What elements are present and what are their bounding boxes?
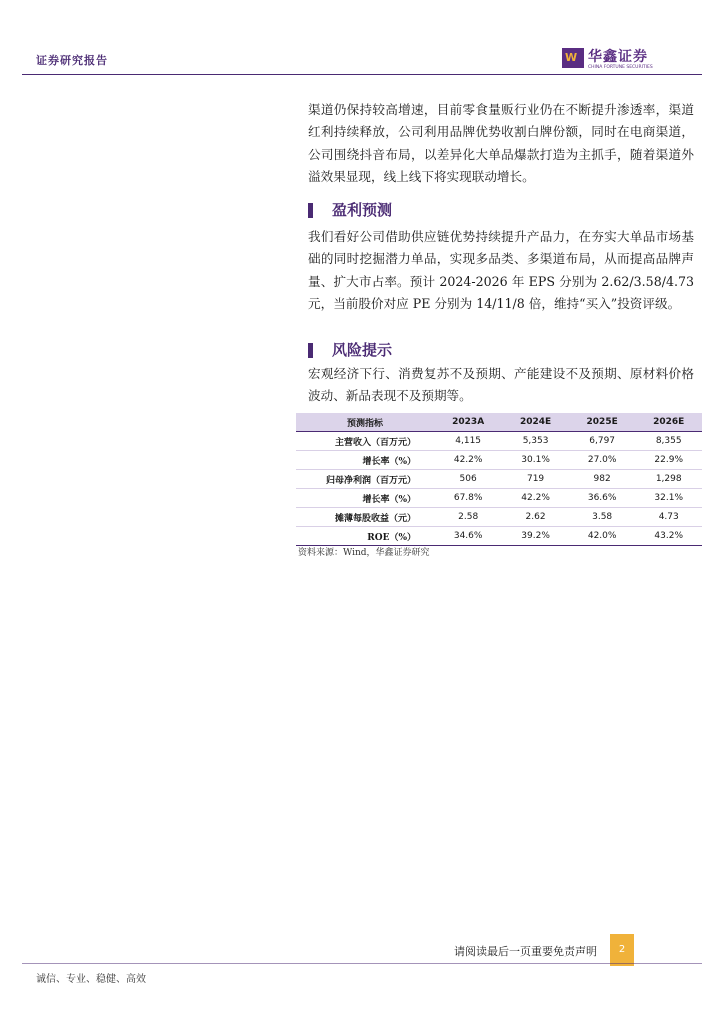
table-source-note: 资料来源：Wind，华鑫证券研究 bbox=[298, 548, 430, 558]
column-header: 2026E bbox=[635, 413, 702, 432]
row-label: 增长率（%） bbox=[362, 456, 416, 467]
profit-forecast-paragraph: 我们看好公司借助供应链优势持续提升产品力，在夯实大单品市场基础的同时挖掘潜力单品，实现多品类、多渠道布局，从而提高品牌声量、扩大市占率。预计 2024-2026 年 EPS 分别为 2.62/3.58/4.73 元，当前股价对应 PE 分别为 14/11/8 倍，维持“买入”投资评级。 bbox=[308, 229, 694, 312]
column-header: 2025E bbox=[569, 413, 636, 432]
table-cell: 2.62 bbox=[525, 512, 546, 522]
row-label: 摊薄每股收益（元） bbox=[334, 513, 416, 524]
table-row bbox=[296, 470, 702, 489]
table-cell: 6,797 bbox=[589, 436, 616, 446]
footer-divider bbox=[22, 963, 702, 964]
table-cell: 30.1% bbox=[521, 455, 550, 465]
column-header: 2023A bbox=[434, 413, 502, 432]
section-marker bbox=[308, 343, 313, 358]
table-cell: 982 bbox=[593, 474, 611, 484]
risk-warning-paragraph: 宏观经济下行、消费复苏不及预期、产能建设不及预期、原材料价格波动、新品表现不及预期等。 bbox=[308, 366, 694, 404]
table-row bbox=[296, 489, 702, 508]
row-label: ROE（%） bbox=[367, 532, 416, 543]
logo-chinese-name: 华鑫证券 bbox=[588, 49, 648, 65]
table-cell: 34.6% bbox=[453, 531, 483, 541]
disclaimer-link[interactable]: 请阅读最后一页重要免责声明 bbox=[454, 945, 597, 958]
table-cell: 42.2% bbox=[521, 493, 550, 503]
column-header: 预测指标 bbox=[296, 413, 434, 432]
table-cell: 27.0% bbox=[587, 455, 617, 465]
table-cell: 719 bbox=[526, 474, 545, 484]
table-cell: 43.2% bbox=[654, 531, 683, 541]
table-cell: 32.1% bbox=[654, 493, 683, 503]
table-header-row bbox=[296, 413, 702, 432]
section-title-risk-warning: 风险提示 bbox=[332, 341, 393, 359]
section-marker bbox=[308, 203, 313, 218]
logo-mark-icon: W bbox=[562, 48, 584, 68]
row-label: 主营收入（百万元） bbox=[334, 437, 416, 448]
logo-english-name: CHINA FORTUNE SECURITIES bbox=[588, 65, 653, 70]
page-number: 2 bbox=[618, 944, 626, 955]
table-cell: 5,353 bbox=[522, 436, 549, 446]
table-cell: 42.0% bbox=[587, 531, 617, 541]
table-cell: 4.73 bbox=[658, 512, 679, 522]
table-cell: 67.8% bbox=[453, 493, 483, 503]
company-logo bbox=[562, 46, 662, 72]
section-title-profit-forecast: 盈利预测 bbox=[332, 201, 393, 219]
table-cell: 22.9% bbox=[654, 455, 683, 465]
table-row bbox=[296, 451, 702, 470]
intro-paragraph: 渠道仍保持较高增速，目前零食量贩行业仍在不断提升渗透率，渠道红利持续释放，公司利用品牌优势收割白牌份额，同时在电商渠道，公司围绕抖音布局，以差异化大单品爆款打造为主抓手，随着渠道外溢效果显现，线上线下将实现联动增长。 bbox=[308, 102, 694, 185]
table-cell: 42.2% bbox=[453, 455, 483, 465]
table-cell: 1,298 bbox=[655, 474, 682, 484]
table-cell: 39.2% bbox=[521, 531, 550, 541]
company-slogan: 诚信、专业、稳健、高效 bbox=[36, 974, 146, 985]
header-divider bbox=[22, 74, 702, 75]
table-cell: 3.58 bbox=[592, 512, 613, 522]
table-cell: 36.6% bbox=[587, 493, 617, 503]
table-row bbox=[296, 508, 702, 527]
forecast-table bbox=[296, 413, 702, 546]
table-cell: 2.58 bbox=[458, 512, 479, 522]
row-label: 归母净利润（百万元） bbox=[325, 475, 416, 486]
row-label: 增长率（%） bbox=[362, 494, 416, 505]
table-cell: 506 bbox=[459, 474, 477, 484]
report-type-label: 证券研究报告 bbox=[36, 54, 108, 67]
table-cell: 8,355 bbox=[655, 436, 682, 446]
table-row bbox=[296, 527, 702, 546]
table-row bbox=[296, 432, 702, 451]
column-header: 2024E bbox=[502, 413, 569, 432]
table-cell: 4,115 bbox=[455, 436, 482, 446]
